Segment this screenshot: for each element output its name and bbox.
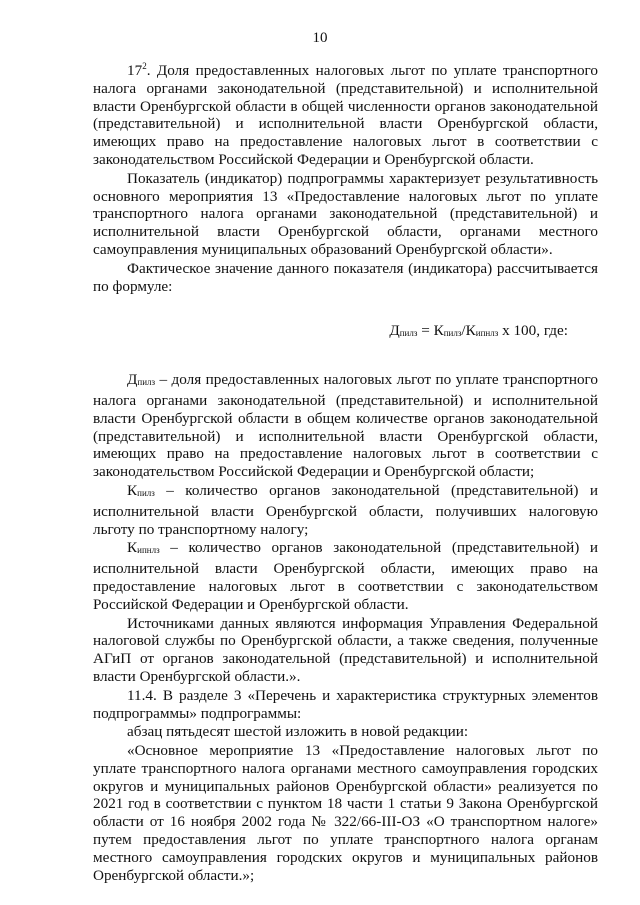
definition-subscript: ипнлз bbox=[137, 545, 160, 556]
definition-symbol: К bbox=[127, 539, 138, 557]
formula-d: Д bbox=[389, 322, 400, 340]
paragraph-new-wording: «Основное мероприятие 13 «Предоставление налоговых льгот по уплате транспортного налога органами местного самоуправления городских округов и муниципальных районов Оренбургской области» реализуется по 2021 год в соответствии с пунктом 18 части 1 статьи 9 Закона Оренбургской области от 16 ноября 2002 года № 322/66-III-ОЗ «О транспортном налоге» путем предоставления льгот по уплате транспортного налога органам местного самоуправления городских округов и муниципальных районов Оренбургской области.»; bbox=[93, 742, 598, 884]
definition-text: – количество органов законодательной (представительной) и исполнительной власти Оренбургской области, получивших налоговую льготу по транспортному налогу; bbox=[93, 481, 598, 538]
paragraph-indicator-17-2 bbox=[93, 62, 598, 169]
formula-k2-subscript: ипнлз bbox=[475, 328, 499, 339]
item-number: 17 bbox=[127, 62, 143, 79]
definition-k-ipnlz bbox=[93, 539, 598, 613]
paragraph-data-sources: Источниками данных являются информация Управления Федеральной налоговой службы по Оренбургской области, а также сведения, полученные АГиП от органов законодательной (представительной) и исполнительной власти Оренбургской области.». bbox=[93, 614, 598, 685]
formula-slash: /К bbox=[461, 322, 476, 340]
definition-text: – доля предоставленных налоговых льгот по уплате транспортного налога органами законодательной (представительной) и исполнительной власти Оренбургской области в общем количестве органов законодательной (представительной) и исполнительной власти Оренбургской области, имеющих право на предоставление налоговых льгот в соответствии с законодательством Российской Федерации и Оренбургской области; bbox=[93, 371, 598, 481]
definition-subscript: пилз bbox=[137, 377, 156, 388]
item-superscript: 2 bbox=[142, 60, 147, 71]
formula-eq: = К bbox=[417, 322, 444, 340]
definition-k-pilz bbox=[93, 482, 598, 538]
formula-k1-subscript: пилз bbox=[443, 328, 462, 339]
definition-symbol: Д bbox=[127, 371, 138, 389]
paragraph-11-4: 11.4. В разделе 3 «Перечень и характеристика структурных элементов подпрограммы» подпрограммы: bbox=[93, 686, 598, 722]
document-body bbox=[93, 62, 598, 885]
definition-symbol: К bbox=[127, 481, 138, 499]
definition-d bbox=[93, 371, 598, 481]
formula-d-subscript: пилз bbox=[399, 328, 418, 339]
formula-tail: х 100, где: bbox=[498, 322, 568, 340]
formula bbox=[93, 322, 598, 343]
definition-text: – количество органов законодательной (представительной) и исполнительной власти Оренбургской области, имеющих право на предоставление налоговых льгот в соответствии с законодательством Российской Федерации и Оренбургской области. bbox=[93, 539, 598, 613]
paragraph-formula-intro: Фактическое значение данного показателя (индикатора) рассчитывается по формуле: bbox=[93, 259, 598, 295]
paragraph-abzac: абзац пятьдесят шестой изложить в новой редакции: bbox=[127, 723, 469, 741]
definition-subscript: пилз bbox=[137, 487, 155, 498]
page-number: 10 bbox=[312, 30, 328, 46]
paragraph-indicator-description: Показатель (индикатор) подпрограммы характеризует результативность основного мероприятия 13 «Предоставление налоговых льгот по уплате транспортного налога органами законодательной (представительной) и исполнительной власти Оренбургской области, органами местного самоуправления муниципальных образований Оренбургской области». bbox=[93, 169, 598, 258]
paragraph-text: . Доля предоставленных налоговых льгот по уплате транспортного налога органами законодательной (представительной) и исполнительной власти Оренбургской области в общей численности органов законодательной (представительной) и исполнительной власти Оренбургской области, имеющих право на предоставление налоговых льгот в соответствии с законодательством Российской Федерации и Оренбургской области. bbox=[93, 62, 598, 168]
